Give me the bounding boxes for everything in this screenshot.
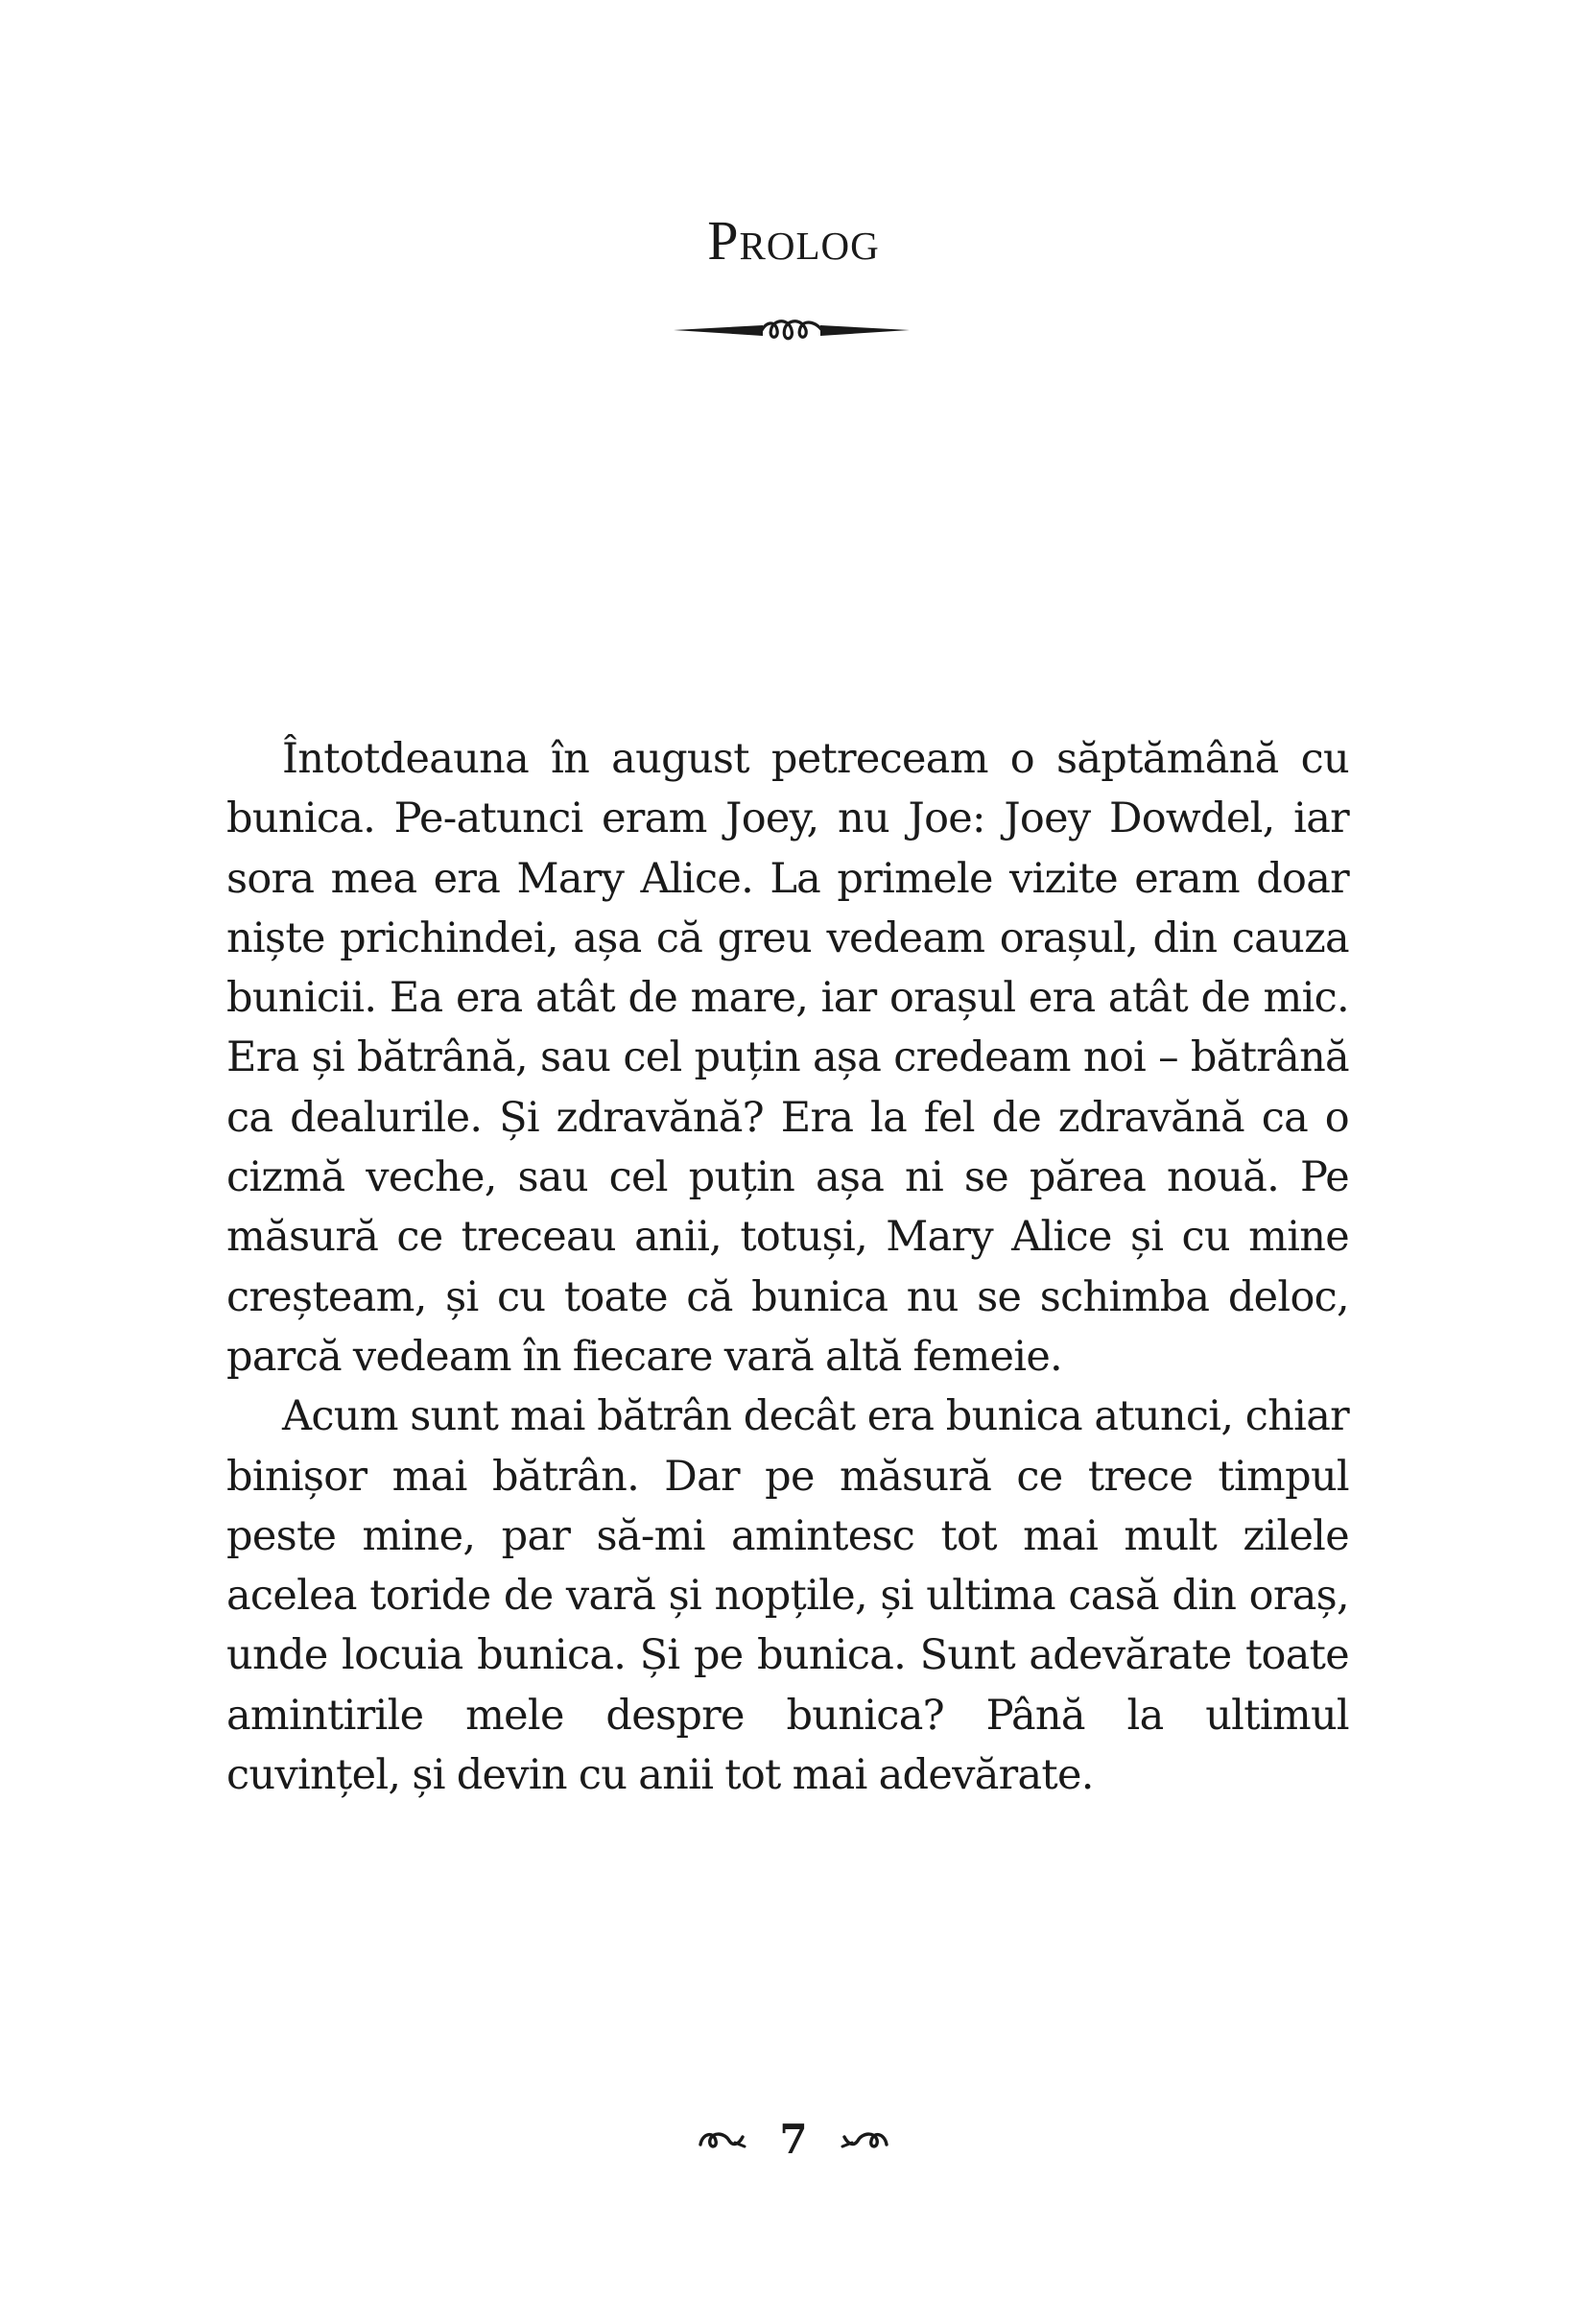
fleuron-right-icon bbox=[841, 2125, 890, 2154]
chapter-title: Prolog bbox=[707, 209, 880, 272]
fleuron-left-icon bbox=[697, 2125, 746, 2154]
paragraph: Întotdeauna în august petreceam o săptămână cu bunica. Pe-atunci eram Joey, nu Joe: Joey Dowdel, iar sora mea era Mary Alice. La primele vizite eram doar niște prichindei, așa că greu vedeam orașul, din cauza bunicii. Ea era atât de mare, iar orașul era atât de mic. Era și bătrână, sau cel puțin așa credeam noi – bătrână ca dealurile. Și zdravănă? Era la fel de zdravănă ca o cizmă veche, sau cel puțin așa ni se părea nouă. Pe măsură ce treceau anii, totuși, Mary Alice și cu mine creșteam, și cu toate că bunica nu se schimba deloc, parcă vedeam în fiecare vară altă femeie. bbox=[226, 735, 1349, 1381]
page-number: 7 bbox=[779, 2116, 808, 2163]
page-footer bbox=[0, 2106, 1587, 2173]
scroll-divider-icon bbox=[672, 307, 912, 355]
prologue-text bbox=[226, 729, 1349, 1805]
paragraph: Acum sunt mai bătrân decât era bunica atunci, chiar binișor mai bătrân. Dar pe măsură ce trece timpul peste mine, par să-mi amintesc tot mai mult zilele acelea toride de vară și nopțile, și ultima casă din oraș, unde locuia bunica. Și pe bunica. Sunt adevărate toate amintirile mele despre bunica? Până la ultimul cuvințel, și devin cu anii tot mai adevărate. bbox=[226, 1392, 1349, 1800]
